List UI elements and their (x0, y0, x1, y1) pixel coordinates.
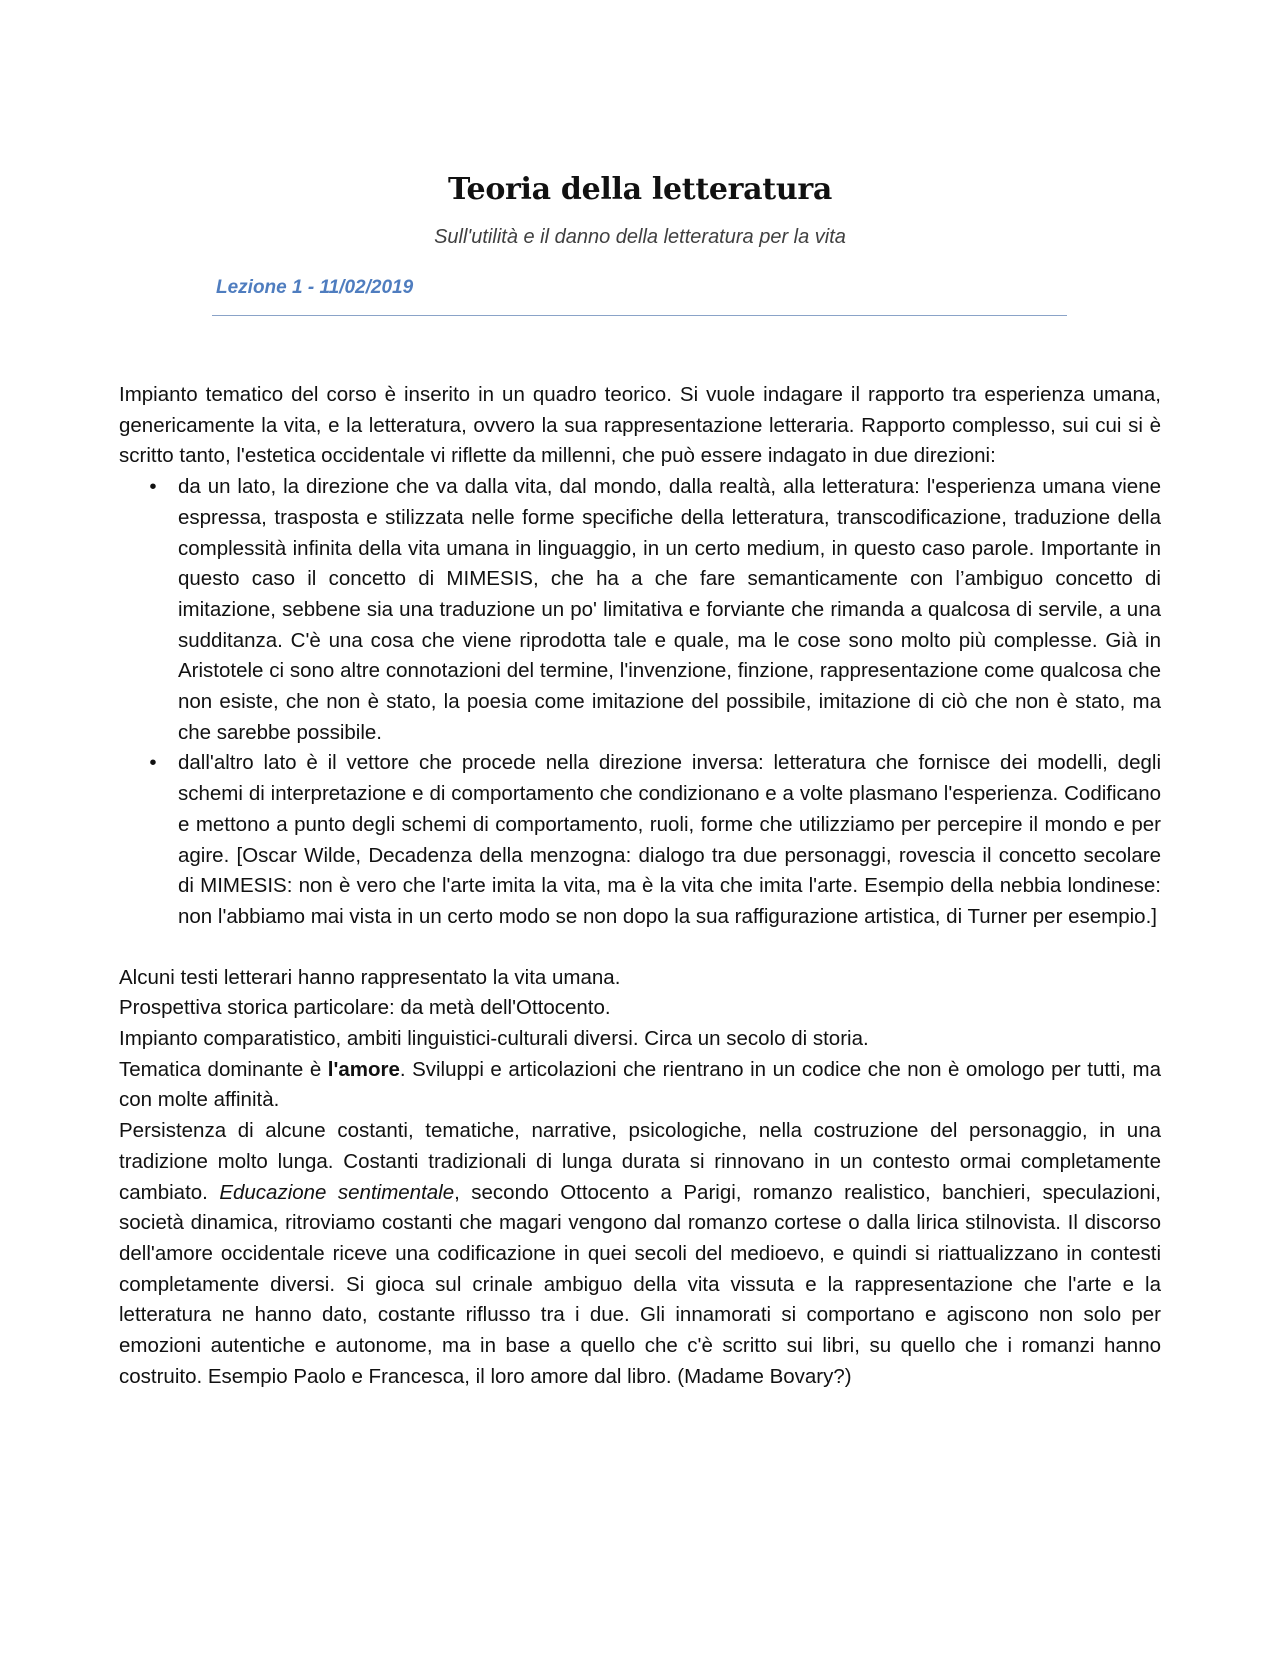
persistenza-text-rest: , secondo Ottocento a Parigi, romanzo realistico, banchieri, speculazioni, società dinamica, ritroviamo costanti che magari vengono dal romanzo cortese o dalla lirica stilnovista. Il discorso dell'amore occidentale riceve una codificazione in quei secoli del medioevo, e quindi si riattualizzano in contesti completamente diversi. Si gioca sul crinale ambiguo della vita vissuta e la rappresentazione che l'arte e la letteratura ne hanno dato, costante riflusso tra i due. Gli innamorati si comportano e agiscono non solo per emozioni autentiche e autonome, ma in base a quello che c'è scritto sui libri, su quello che i romanzi hanno costruito. Esempio Paolo e Francesca, il loro amore dal libro. (Madame Bovary?) (119, 1180, 1161, 1388)
persistenza-text: Persistenza di alcune costanti, tematiche, narrative, psicologiche, nella costruzione del personaggio, in una tradizione molto lunga. Costanti tradizionali di lunga durata si rinnovano in un contesto ormai completamente cambiato. (119, 1119, 1161, 1204)
tematica-bold: l'amore (327, 1057, 400, 1081)
heading-divider (212, 315, 1067, 316)
document-subtitle: Sull'utilità e il danno della letteratura per la vita (434, 226, 846, 248)
bullet-icon: • (149, 475, 157, 499)
tematica-text: Tematica dominante è (119, 1057, 328, 1081)
list-item (149, 748, 1161, 932)
list-item-text: da un lato, la direzione che va dalla vita, dal mondo, dalla realtà, alla letteratura: l'esperienza umana viene espressa, trasposta e stilizzata nelle forme specifiche della letteratura, transcodificazione, traduzione della complessità infinita della vita umana in linguaggio, in un certo medium, in questo caso parole. Importante in questo caso il concetto di MIMESIS, che ha a che fare semanticamente con l’ambiguo concetto di imitazione, sebbene sia una traduzione un po' limitativa e forviante che rimanda a qualcosa di servile, a una sudditanza. C'è una cosa che viene riprodotta tale e quale, ma le cose sono molto più complesse. Già in Aristotele ci sono altre connotazioni del termine, l'invenzione, finzione, rappresentazione come qualcosa che non esiste, che non è stato, la poesia come imitazione del possibile, imitazione di ciò che non è stato, ma che sarebbe possibile. (178, 475, 1161, 744)
directions-list (119, 472, 1161, 933)
lesson-heading: Lezione 1 - 11/02/2019 (216, 277, 414, 298)
text-line: Prospettiva storica particolare: da metà dell'Ottocento. (119, 996, 611, 1020)
persistenza-paragraph (119, 1116, 1161, 1392)
persistenza-italic: Educazione sentimentale (219, 1180, 455, 1204)
list-item (149, 472, 1161, 748)
paragraph-spacer (119, 933, 1161, 963)
document-title: Teoria della letteratura (447, 172, 833, 207)
text-line: Impianto comparatistico, ambiti linguistici-culturali diversi. Circa un secolo di storia. (119, 1027, 869, 1051)
text-line: Alcuni testi letterari hanno rappresentato la vita umana. (119, 965, 621, 989)
tematica-paragraph (119, 1055, 1161, 1116)
intro-paragraph: Impianto tematico del corso è inserito in un quadro teorico. Si vuole indagare il rapporto tra esperienza umana, genericamente la vita, e la letteratura, ovvero la sua rappresentazione letteraria. Rapporto complesso, sui cui si è scritto tanto, l'estetica occidentale vi riflette da millenni, che può essere indagato in due direzioni: (119, 383, 1161, 468)
document-body (119, 380, 1161, 1393)
bullet-icon: • (149, 751, 157, 775)
tematica-text-rest: . Sviluppi e articolazioni che rientrano in un codice che non è omologo per tutti, ma con molte affinità. (119, 1057, 1161, 1112)
list-item-text: dall'altro lato è il vettore che procede nella direzione inversa: letteratura che fornisce dei modelli, degli schemi di interpretazione e di comportamento che condizionano e a volte plasmano l'esperienza. Codificano e mettono a punto degli schemi di comportamento, ruoli, forme che utilizziamo per percepire il mondo e per agire. [Oscar Wilde, Decadenza della menzogna: dialogo tra due personaggi, rovescia il concetto secolare di MIMESIS: non è vero che l'arte imita la vita, ma è la vita che imita l'arte. Esempio della nebbia londinese: non l'abbiamo mai vista in un certo modo se non dopo la sua raffigurazione artistica, di Turner per esempio.] (178, 751, 1161, 928)
